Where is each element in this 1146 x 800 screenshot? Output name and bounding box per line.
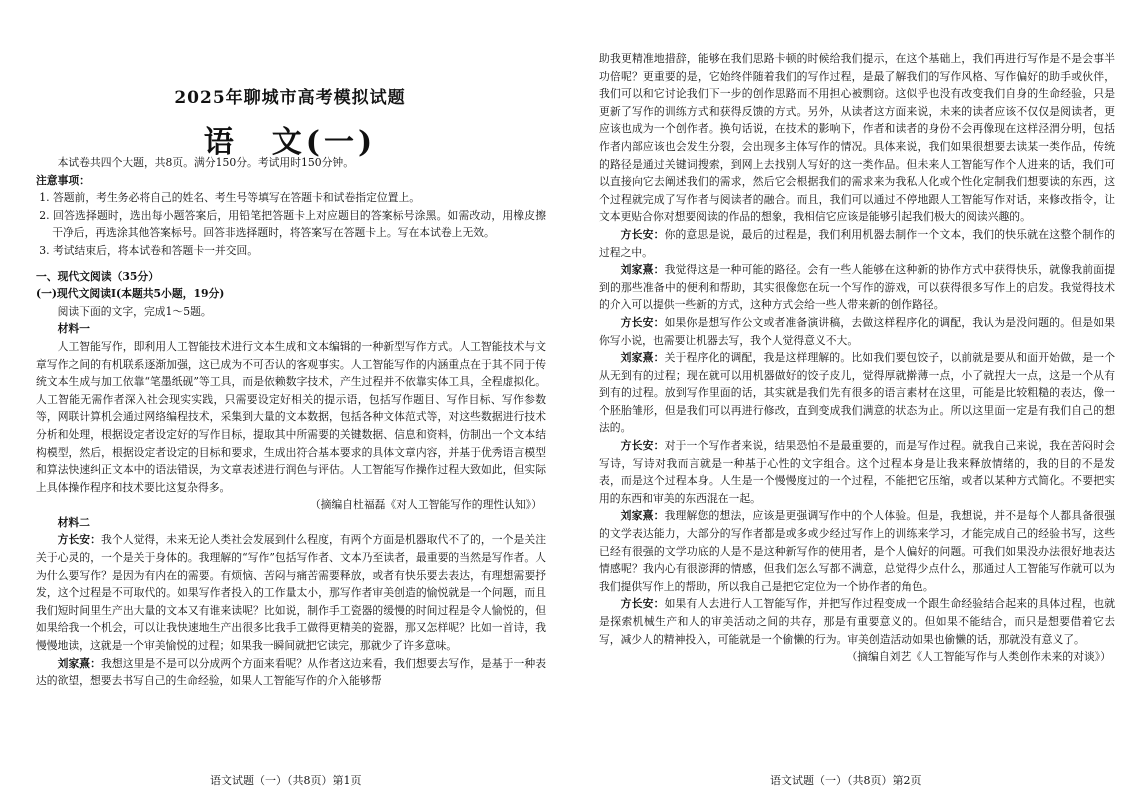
speaker-name: 刘家熹： [620,351,665,365]
speaker-name: 方长安： [620,227,665,241]
speaker-name: 方长安： [620,315,665,329]
dialogue-paragraph [599,261,1115,314]
exam-title: 2025年聊城市高考模拟试题 [174,88,406,108]
material-2-source: （摘编自刘艺《人工智能写作与人类创作未来的对谈》） [846,650,1111,664]
dialogue-paragraph [599,437,1115,507]
note-2: 2. 回答选择题时，选出每小题答案后，用铅笔把答题卡上对应题目的答案标号涂黑。如需改动，用橡皮擦干净后，再选涂其他答案标号。回答非选择题时，将答案写在答题卡上。写在本试卷上无效。 [39,208,546,240]
page-2 [573,0,1146,800]
note-1: 1. 答题前，考生务必将自己的姓名、考生号等填写在答题卡和试卷指定位置上。 [39,191,421,205]
dialogue-paragraph [599,226,1115,261]
dialogue-paragraph [599,507,1115,595]
page-1-body [36,154,546,690]
dialogue-text: 我个人觉得，未来无论人类社会发展到什么程度，有两个方面是机器取代不了的，一个是关注关于心灵的，一个是关于身体的。我理解的“写作”包括写作者、文本乃至读者，最重要的当然是写作者。人为什么要写作？是因为有内在的需要。有烦恼、苦闷与痛苦需要释放，或者有快乐要去表达，有理想需要抒发，这个过程是不可取代的。如果写作者投入的工作量太小，那写作者审美创造的愉悦就是一个问题，而且我们短时间里生产出大量的文本又有谁来读呢？比如说，制作手工瓷器的缓慢的时间过程是令人愉悦的，但如果给我一个机会，可以让我快速地生产出很多比我手工做得更精美的瓷器，那又怎样呢？比如一首诗，我慢慢地读，这就是一个审美愉悦的过程；如果我一瞬间就把它读完，那就少了许多意味。 [36,533,546,653]
page-footer: 语文试题（一）（共8页）第2页 [770,774,922,787]
page-footer: 语文试题（一）（共8页）第1页 [210,774,362,787]
speaker-name: 刘家熹： [620,509,665,523]
dialogue-continued: 助我更精准地措辞，能够在我们思路卡顿的时候给我们提示，在这个基础上，我们再进行写作是不是会事半功倍呢？更重要的是，它始终伴随着我们的写作过程，是最了解我们的写作风格、写作偏好的助手或伙伴，我们可以和它讨论我们下一步的创作思路而不用担心被剽窃。这似乎也没有改变我们自身的生命经验，只是更新了写作的训练方式和获得反馈的方式。另外，从读者这方面来说，未来的读者应该不仅仅是阅读者，更应该也成为一个创作者。换句话说，在技术的影响下，作者和读者的身份不会再像现在这样泾渭分明，包括作者内部应该也会发生分裂，会出现多主体写作的情况。具体来说，我们如果很想要去读某一类作品，传统的路径是通过关键词搜索，到网上去找别人写好的这一类作品。但未来人工智能写作个人进来的话，我们可以直接向它去阐述我们的需求，然后它会根据我们的需求来为我私人化或个性化定制我们想要读的东西，这个过程就完成了写作者与阅读者的融合。而且，我们可以通过不停地跟人工智能写作对话，来修改指令，让文本更贴合你对想要阅读的作品的想象，我相信它应该是能够引起我们极大的阅读兴趣的。 [599,52,1115,224]
dialogue-text: 如果你是想写作公文或者准备演讲稿，去做这样程序化的调配，我认为是没问题的。但是如果你写小说，也需要让机器去写，我个人觉得意义不大。 [599,315,1116,347]
dialogue-paragraph [36,531,546,654]
page-2-body [599,50,1115,666]
speaker-name: 刘家熹： [57,656,102,670]
material-1-source: （摘编自杜福磊《对人工智能写作的理性认知》） [309,498,542,512]
dialogue-text: 对于一个写作者来说，结果恐怕不是最重要的，而是写作过程。就我自己来说，我在苦闷时会写诗，写诗对我而言就是一种基于心性的文字组合。这个过程本身是让我来释放情绪的，我的目的不是发表，而是这个过程本身。人生是一个慢慢度过的一个过程，不能把它压缩，或者以某种方式简化。不要把实用的东西和审美的东西混在一起。 [599,439,1116,505]
subject-title: 语 文(一) [203,125,377,160]
material-1-label: 材料一 [57,322,90,336]
speaker-name: 方长安： [620,597,665,611]
reading-instruction: 阅读下面的文字，完成1～5题。 [57,304,212,318]
exam-intro: 本试卷共四个大题，共8页。满分150分。考试用时150分钟。 [57,156,355,169]
section-heading: 一、现代文阅读（35分） [36,269,159,283]
dialogue-text: 我想这里是不是可以分成两个方面来看呢？从作者这边来看，我们想要去写作，是基于一种表达的欲望，想要去书写自己的生命经验，如果人工智能写作的介入能够帮 [36,656,546,688]
speaker-name: 方长安： [57,533,102,547]
dialogue-text: 你的意思是说，最后的过程是，我们利用机器去制作一个文本，我们的快乐就在这整个制作的过程之中。 [599,227,1116,259]
dialogue-text: 我觉得这是一种可能的路径。会有一些人能够在这种新的协作方式中获得快乐，就像我前面提到的那些准备中的便利和帮助，其实很像您在玩一个写作的游戏，可以获得很多写作上的启发。我觉得技术的介入可以提供一些新的方式，这种方式会给一些人带来新的创作路径。 [599,263,1116,312]
speaker-name: 刘家熹： [620,263,665,277]
material-1-text: 人工智能写作，即利用人工智能技术进行文本生成和文本编辑的一种新型写作方式。人工智能技术与文章写作之间的有机联系逐渐加强，这已成为不可否认的客观事实。人工智能写作的内涵重点在于其不同于传统文本生成与加工依靠“笔墨纸砚”等工具，而是依赖数字技术，产生过程并不依靠实体工具，全程虚拟化。人工智能无需作者深入社会现实实践，只需要设定好相关的提示语，包括写作题目、写作目标、写作参数等，网联计算机会通过网络编程技术，采集到大量的文本数据，包括各种文体范式等，对这些数据进行技术分析和处理，根据设定者设定好的写作目标，提取其中所需要的关键数据、信息和资料，仿制出一个文本结构模型，然后，根据设定者设定的目标和要求，生成出符合基本要求的具体文章内容，并基于优秀语言模型和算法快速纠正文本中的语法错误，为文章表述进行润色与评估。人工智能写作操作过程大致如此，但实际上具体操作程序和技术要比这复杂得多。 [36,339,546,494]
material-2-label: 材料二 [57,515,90,529]
dialogue-text: 如果有人去进行人工智能写作，并把写作过程变成一个跟生命经验结合起来的具体过程，也就是探索机械生产和人的审美活动之间的共存，那是有重要意义的。但如果不能结合，而只是想要借着它去写，减少人的精神投入，可能就是一个偷懒的行为。审美创造活动如果也偷懒的话，那就没有意义了。 [599,597,1116,646]
notes-heading: 注意事项： [36,173,90,187]
dialogue-text: 我理解您的想法，应该是更强调写作中的个人体验。但是，我想说，并不是每个人都具备很强的文学表达能力，大部分的写作者都是或多或少经过写作上的训练来学习，才能完成自己的经验书写，这些已经有很强的文学功底的人是不是这种新写作的使用者，是个人偏好的问题。可我们如果没办法很好地表达情感呢？我内心有很澎湃的情感，但我们怎么写都不满意，总觉得少点什么，那通过人工智能写作就可以为我们提供写作上的帮助，所以我自己是把它定位为一个协作者的角色。 [599,509,1116,593]
dialogue-paragraph [599,314,1115,349]
subsection-heading: (一)现代文阅读Ⅰ(本题共5小题，19分) [36,287,225,301]
dialogue-paragraph [599,349,1115,437]
dialogue-paragraph [599,595,1115,648]
speaker-name: 方长安： [620,439,665,453]
dialogue-text: 关于程序化的调配，我是这样理解的。比如我们要包饺子，以前就是要从和面开始做，是一个从无到有的过程；现在就可以用机器做好的饺子皮儿，觉得厚就擀薄一点，小了就捏大一点，这是一个从有到有的过程。放到写作里面的话，其实就是我们先有很多的语言素材在这里，可能是比较粗糙的表达，像一个胚胎雏形，但是我们可以再进行修改，直到变成我们满意的状态为止。所以这里面一定是有我们自己的想法的。 [599,351,1116,435]
dialogue-paragraph [36,655,546,690]
note-3: 3. 考试结束后，将本试卷和答题卡一并交回。 [39,243,259,257]
